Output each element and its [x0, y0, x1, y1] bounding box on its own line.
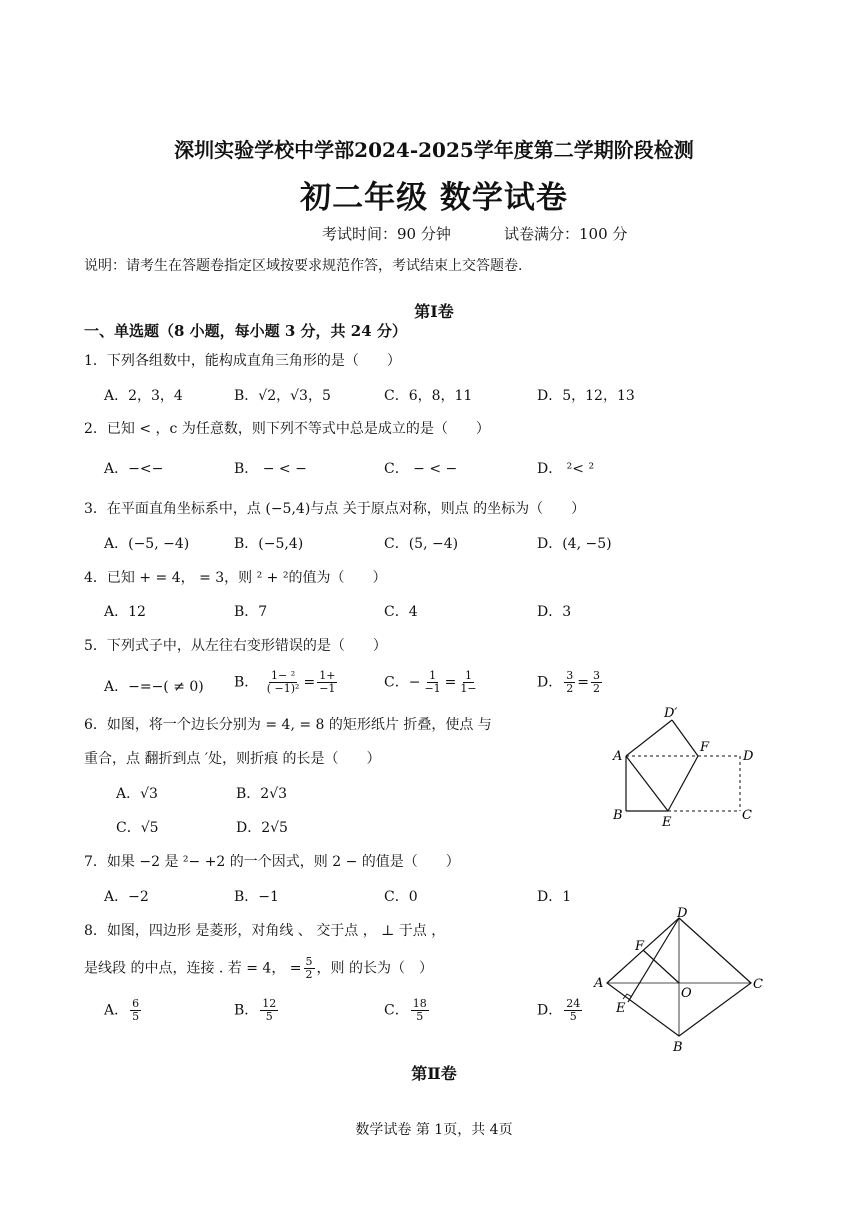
question-7-option-a: A．−2	[104, 889, 149, 905]
fraction: $\frac{1}{1-}$	[460, 669, 477, 695]
exam-note: 说明：请考生在答题卷指定区域按要求规范作答，考试结束上交答题卷.	[84, 258, 523, 274]
question-6-option-c: C．√5	[116, 820, 159, 836]
fig6-label-c: C	[742, 808, 752, 823]
question-5-option-c: C．− $\frac{1}{-1}$ = $\frac{1}{1-}$	[384, 669, 477, 695]
fig6-label-f: F	[700, 740, 710, 755]
fig8-label-d: D	[677, 906, 688, 921]
fig6-edge-ad-prime	[626, 720, 672, 756]
fig8-label-a: A	[594, 976, 604, 991]
fig8-segment-fo	[643, 950, 679, 983]
fig6-label-d: D	[743, 749, 754, 764]
question-5-option-d: D． $\frac{3}{2}$ = $\frac{3}{2}$	[537, 669, 600, 695]
fig6-crease-ef	[668, 756, 698, 811]
question-6-stem-line2: 重合，点 翻折到点 ′处，则折痕 的长是（ ）	[84, 751, 381, 767]
question-2-stem: 2．已知 < ，c 为任意数，则下列不等式中总是成立的是（ ）	[84, 421, 490, 437]
question-6-option-d: D．2√5	[236, 820, 288, 836]
question-6-option-b: B．2√3	[236, 786, 288, 802]
fig6-label-a: A	[613, 749, 623, 764]
school-header: 深圳实验学校中学部2024-2025学年度第二学期阶段检测	[174, 138, 694, 162]
question-5-option-b: B． $\frac{\text{1− ²}}{\text{( −1)²}}$ = $\frac{1+}{-1}$	[234, 669, 336, 695]
fraction: $\frac{3}{2}$	[592, 669, 600, 695]
question-5-option-a: A．−=−( ≠ 0)	[104, 679, 204, 695]
question-2-option-d: D． ²< ²	[537, 461, 595, 477]
question-7-option-d: D．1	[537, 889, 572, 905]
question-3-stem: 3．在平面直角坐标系中，点 (−5,4)与点 关于原点对称，则点 的坐标为（ ）	[84, 501, 586, 517]
fig8-label-b: B	[673, 1040, 683, 1055]
fig6-edge-ae	[626, 756, 668, 811]
question-8-option-a: A． $\frac{6}{5}$	[104, 997, 140, 1023]
question-4-option-d: D．3	[537, 604, 572, 620]
question-4-option-a: A．12	[104, 604, 146, 620]
question-1-option-c: C．6，8，11	[384, 388, 473, 404]
question-7-option-b: B．−1	[234, 889, 279, 905]
fig6-label-d-prime: D′	[664, 706, 678, 721]
question-2-option-b: B． − < −	[234, 461, 307, 477]
question-3-option-a: A．(−5, −4)	[104, 536, 190, 552]
part-two-heading: 第Ⅱ卷	[411, 1064, 457, 1083]
fraction: $\frac{5}{2}$	[305, 955, 313, 981]
question-7-option-c: C．0	[384, 889, 418, 905]
fraction: $\frac{3}{2}$	[566, 669, 574, 695]
figure-question-8	[590, 906, 768, 1056]
question-1-option-a: A．2，3，4	[104, 388, 183, 404]
question-8-option-c: C． $\frac{18}{5}$	[384, 997, 427, 1023]
exam-time: 考试时间：90 分钟	[322, 225, 451, 243]
question-5-stem: 5．下列式子中，从左往右变形错误的是（ ）	[84, 638, 387, 654]
question-3-option-d: D．(4, −5)	[537, 536, 612, 552]
part-one-heading: 第Ⅰ卷	[414, 302, 454, 321]
question-2-option-c: C． − < −	[384, 461, 458, 477]
question-2-option-a: A．−<−	[104, 461, 164, 477]
question-4-option-c: C．4	[384, 604, 418, 620]
question-8-stem: 8．如图，四边形 是菱形，对角线 、 交于点 ， ⊥ 于点 ，	[84, 923, 446, 939]
exam-title: 初二年级 数学试卷	[300, 180, 568, 216]
fraction: $\frac{1}{-1}$	[424, 669, 441, 695]
question-8-stem-line2: 是线段 的中点，连接 . 若 = 4， = $\frac{5}{2}$ ，则 的长为（ ）	[84, 955, 433, 981]
question-6-stem: 6．如图，将一个边长分别为 = 4, = 8 的矩形纸片 折叠，使点 与	[84, 717, 492, 733]
question-1-option-d: D．5，12，13	[537, 388, 635, 404]
question-4-stem: 4．已知 + = 4， = 3，则 ² + ²的值为（ ）	[84, 570, 387, 586]
question-3-option-c: C．(5, −4)	[384, 536, 459, 552]
question-8-option-b: B． $\frac{12}{5}$	[234, 997, 277, 1023]
question-8-option-d: D． $\frac{24}{5}$	[537, 997, 581, 1023]
question-1-stem: 1．下列各组数中，能构成直角三角形的是（ ）	[84, 353, 401, 369]
question-1-option-b: B．√2，√3，5	[234, 388, 331, 404]
question-3-option-b: B．(−5,4)	[234, 536, 304, 552]
question-4-option-b: B．7	[234, 604, 268, 620]
exam-score: 试卷满分：100 分	[504, 225, 628, 243]
fraction: $\frac{6}{5}$	[132, 997, 140, 1023]
fraction: $\frac{12}{5}$	[262, 997, 277, 1023]
fig8-label-f: F	[635, 939, 645, 954]
question-7-stem: 7．如果 −2 是 ²− +2 的一个因式，则 2 − 的值是（ ）	[84, 854, 460, 870]
section-heading: 一、单选题（8 小题，每小题 3 分，共 24 分）	[84, 322, 407, 340]
fig6-edge-d-prime-f	[672, 720, 698, 756]
fraction: $\frac{1+}{-1}$	[319, 669, 336, 695]
question-6-option-a: A．√3	[116, 786, 158, 802]
fraction: $\frac{\text{1− ²}}{\text{( −1)²}}$	[266, 669, 300, 695]
fig8-label-o: O	[681, 986, 692, 1001]
fig8-label-c: C	[753, 977, 763, 992]
page-footer: 数学试卷 第 1页，共 4页	[355, 1122, 513, 1138]
fraction: $\frac{18}{5}$	[412, 997, 427, 1023]
figure-question-6	[605, 700, 765, 832]
fig8-label-e: E	[616, 1001, 626, 1016]
fraction: $\frac{24}{5}$	[566, 997, 581, 1023]
fig6-label-e: E	[662, 815, 672, 830]
fig6-label-b: B	[613, 808, 623, 823]
